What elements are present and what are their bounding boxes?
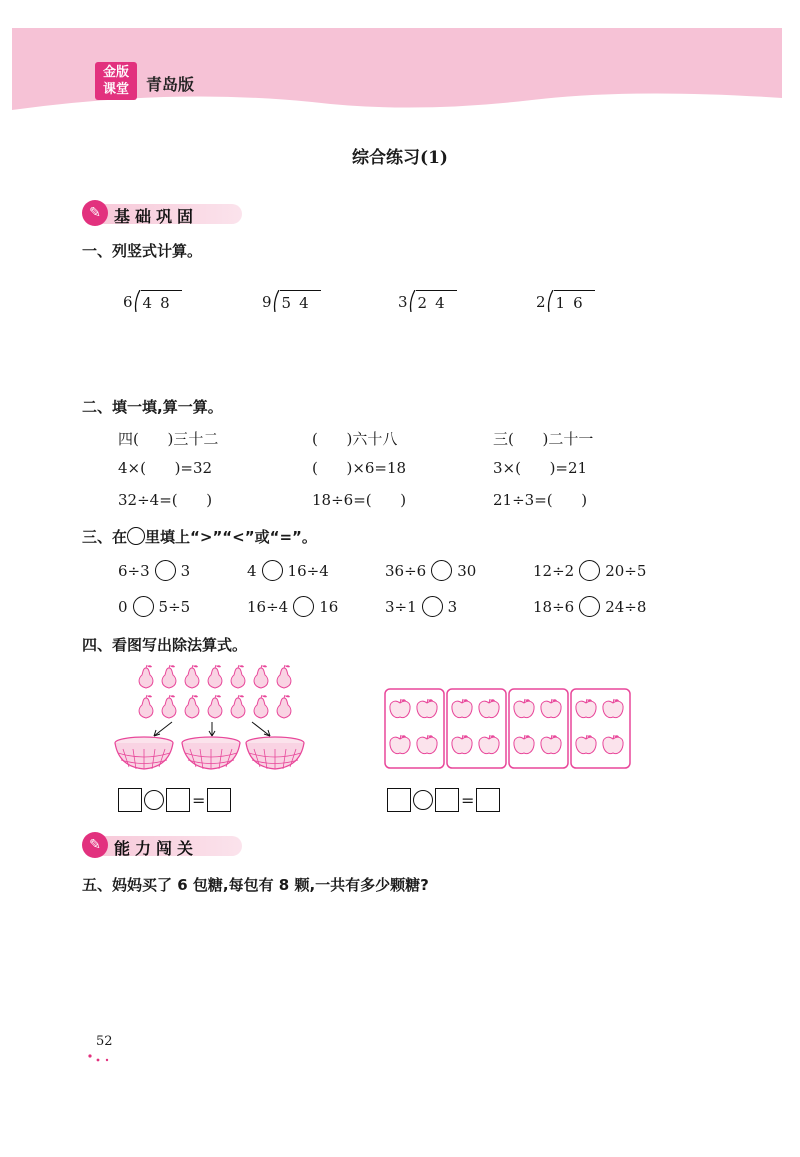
pencil-icon: ✎: [82, 832, 108, 858]
compare-circle[interactable]: [579, 596, 600, 617]
question-2-heading: 二、填一填,算一算。: [82, 398, 223, 416]
circle-icon: [127, 527, 145, 545]
long-division-2: 9 54: [262, 290, 321, 314]
edition-label: 青岛版: [146, 75, 195, 94]
compare-item: 36÷6 30: [385, 561, 477, 580]
apple-boxes-illustration: [384, 688, 632, 770]
publisher-logo: 金版 课堂: [95, 62, 137, 100]
compare-circle[interactable]: [155, 560, 176, 581]
question-1-heading: 一、列竖式计算。: [82, 242, 203, 260]
compare-item: 6÷3 3: [118, 561, 191, 580]
pear-row-2: [139, 695, 291, 718]
compare-circle[interactable]: [579, 560, 600, 581]
section-ribbon-ability: ✎ 能力闯关: [82, 832, 242, 858]
fill-item: 3×( )=21: [493, 459, 588, 477]
answer-box[interactable]: [387, 788, 411, 812]
fill-item: ( )六十八: [312, 430, 398, 448]
compare-item: 4 16÷4: [247, 561, 329, 580]
fill-item: 三( )二十一: [493, 430, 594, 448]
question-5: 五、妈妈买了 6 包糖,每包有 8 颗,一共有多少颗糖?: [82, 876, 429, 894]
page-title: 综合练习(1): [352, 148, 448, 168]
pencil-icon: ✎: [82, 200, 108, 226]
answer-box[interactable]: [166, 788, 190, 812]
compare-item: 18÷6 24÷8: [533, 597, 647, 616]
long-division-3: 3 24: [398, 290, 457, 314]
operator-circle[interactable]: [144, 790, 164, 810]
compare-circle[interactable]: [422, 596, 443, 617]
fill-item: 18÷6=( ): [312, 491, 407, 509]
pears-baskets-illustration: [112, 660, 307, 775]
section-ribbon-basic: ✎ 基础巩固: [82, 200, 242, 226]
fill-item: 四( )三十二: [118, 430, 219, 448]
operator-circle[interactable]: [413, 790, 433, 810]
compare-item: 16÷4 16: [247, 597, 339, 616]
page-number: 52: [96, 1034, 113, 1049]
long-division-1: 6 48: [123, 290, 182, 314]
compare-circle[interactable]: [133, 596, 154, 617]
answer-box[interactable]: [118, 788, 142, 812]
pear-row-1: [139, 665, 291, 688]
compare-item: 12÷2 20÷5: [533, 561, 647, 580]
equation-row-1: =: [118, 788, 231, 812]
long-division-4: 2 16: [536, 290, 595, 314]
compare-circle[interactable]: [293, 596, 314, 617]
question-4-heading: 四、看图写出除法算式。: [82, 636, 248, 654]
question-3-heading: 三、在 里填上“>”“<”或“=”。: [82, 528, 317, 546]
answer-box[interactable]: [476, 788, 500, 812]
compare-item: 3÷1 3: [385, 597, 458, 616]
compare-item: 0 5÷5: [118, 597, 191, 616]
answer-box[interactable]: [435, 788, 459, 812]
compare-circle[interactable]: [262, 560, 283, 581]
equation-row-2: =: [387, 788, 500, 812]
fill-item: 4×( )=32: [118, 459, 213, 477]
fill-item: 32÷4=( ): [118, 491, 213, 509]
fill-item: ( )×6=18: [312, 459, 407, 477]
answer-box[interactable]: [207, 788, 231, 812]
fill-item: 21÷3=( ): [493, 491, 588, 509]
compare-circle[interactable]: [431, 560, 452, 581]
